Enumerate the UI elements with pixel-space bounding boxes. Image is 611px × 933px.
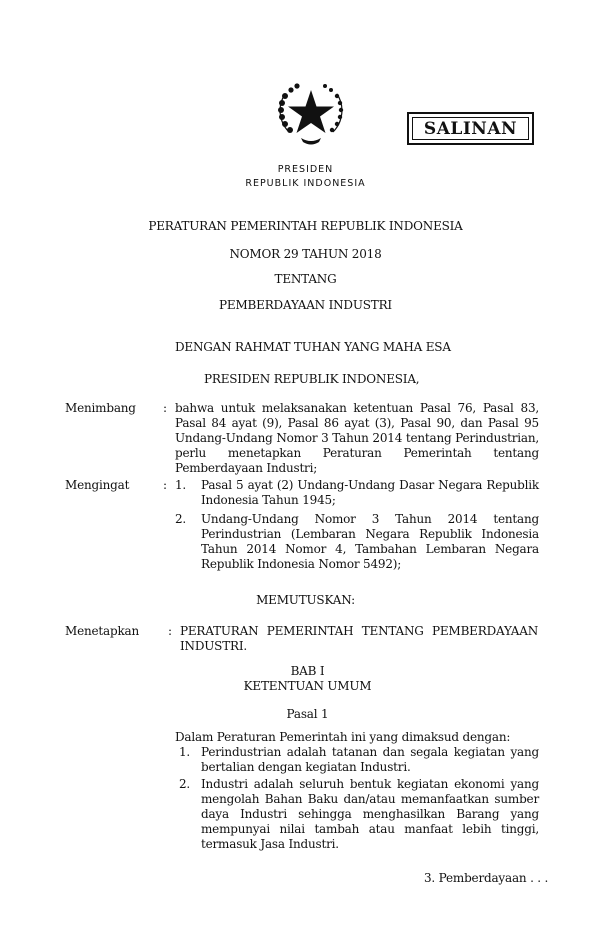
menimbang-line: bahwa untuk melaksanakan ketentuan Pasal 76, Pasal 83,	[175, 401, 539, 415]
menimbang-label: Menimbang	[65, 401, 136, 415]
definition-line: Perindustrian adalah tatanan dan segala kegiatan yang	[201, 745, 539, 759]
garuda-star-emblem-icon	[271, 76, 351, 152]
bab-number: BAB I	[290, 664, 325, 678]
mengingat-item-line: Undang-Undang Nomor 3 Tahun 2014 tentang	[201, 512, 539, 526]
pasal-heading: Pasal 1	[286, 707, 329, 721]
mengingat-item-line: Indonesia Tahun 1945;	[201, 493, 336, 507]
mengingat-item-line: Perindustrian (Lembaran Negara Republik Indonesia	[201, 527, 539, 541]
mengingat-item-line: Pasal 5 ayat (2) Undang-Undang Dasar Negara Republik	[201, 478, 539, 492]
president-line: PRESIDEN REPUBLIK INDONESIA,	[204, 372, 420, 386]
garuda-star-emblem	[271, 76, 351, 152]
definition-num: 2.	[179, 777, 191, 791]
intro-line: Dalam Peraturan Pemerintah ini yang dimaksud dengan:	[175, 730, 511, 744]
regulation-subject: PEMBERDAYAAN INDUSTRI	[219, 298, 392, 312]
menetapkan-label: Menetapkan	[65, 624, 140, 638]
grace-line: DENGAN RAHMAT TUHAN YANG MAHA ESA	[175, 340, 451, 354]
memutuskan-heading: MEMUTUSKAN:	[256, 593, 355, 607]
salinan-stamp	[407, 112, 534, 145]
menimbang-line: Undang-Undang Nomor 3 Tahun 2014 tentang Perindustrian,	[175, 431, 539, 445]
mengingat-item-num: 1.	[175, 478, 187, 492]
mengingat-item-num: 2.	[175, 512, 187, 526]
definition-line: daya Industri sehingga menghasilkan Barang yang	[201, 807, 539, 821]
menetapkan-line: PERATURAN PEMERINTAH TENTANG PEMBERDAYAAN	[180, 624, 538, 638]
menetapkan-line: INDUSTRI.	[180, 639, 247, 653]
definition-line: mempunyai nilai tambah atau manfaat lebih tinggi,	[201, 822, 539, 836]
mengingat-item-line: Tahun 2014 Nomor 4, Tambahan Lembaran Negara	[201, 542, 539, 556]
page-continuation: 3. Pemberdayaan . . .	[424, 871, 549, 885]
menetapkan-sep: :	[168, 624, 172, 638]
menimbang-line: Pemberdayaan Industri;	[175, 461, 318, 475]
office-line-republic: REPUBLIK INDONESIA	[245, 178, 366, 189]
mengingat-item-line: Republik Indonesia Nomor 5492);	[201, 557, 402, 571]
definition-line: bertalian dengan kegiatan Industri.	[201, 760, 411, 774]
menimbang-sep: :	[163, 401, 167, 415]
definition-num: 1.	[179, 745, 191, 759]
salinan-stamp-label: SALINAN	[412, 117, 529, 140]
regulation-title: PERATURAN PEMERINTAH REPUBLIK INDONESIA	[148, 219, 463, 233]
office-line-president: PRESIDEN	[277, 164, 334, 175]
regulation-about: TENTANG	[274, 272, 337, 286]
definition-line: termasuk Jasa Industri.	[201, 837, 339, 851]
menimbang-line: Pasal 84 ayat (9), Pasal 86 ayat (3), Pasal 90, dan Pasal 95	[175, 416, 539, 430]
definition-line: Industri adalah seluruh bentuk kegiatan ekonomi yang	[201, 777, 539, 791]
definition-line: mengolah Bahan Baku dan/atau memanfaatkan sumber	[201, 792, 539, 806]
menimbang-line: perlu menetapkan Peraturan Pemerintah tentang	[175, 446, 539, 460]
mengingat-label: Mengingat	[65, 478, 130, 492]
mengingat-sep: :	[163, 478, 167, 492]
bab-title: KETENTUAN UMUM	[243, 679, 372, 693]
regulation-number: NOMOR 29 TAHUN 2018	[229, 247, 382, 261]
